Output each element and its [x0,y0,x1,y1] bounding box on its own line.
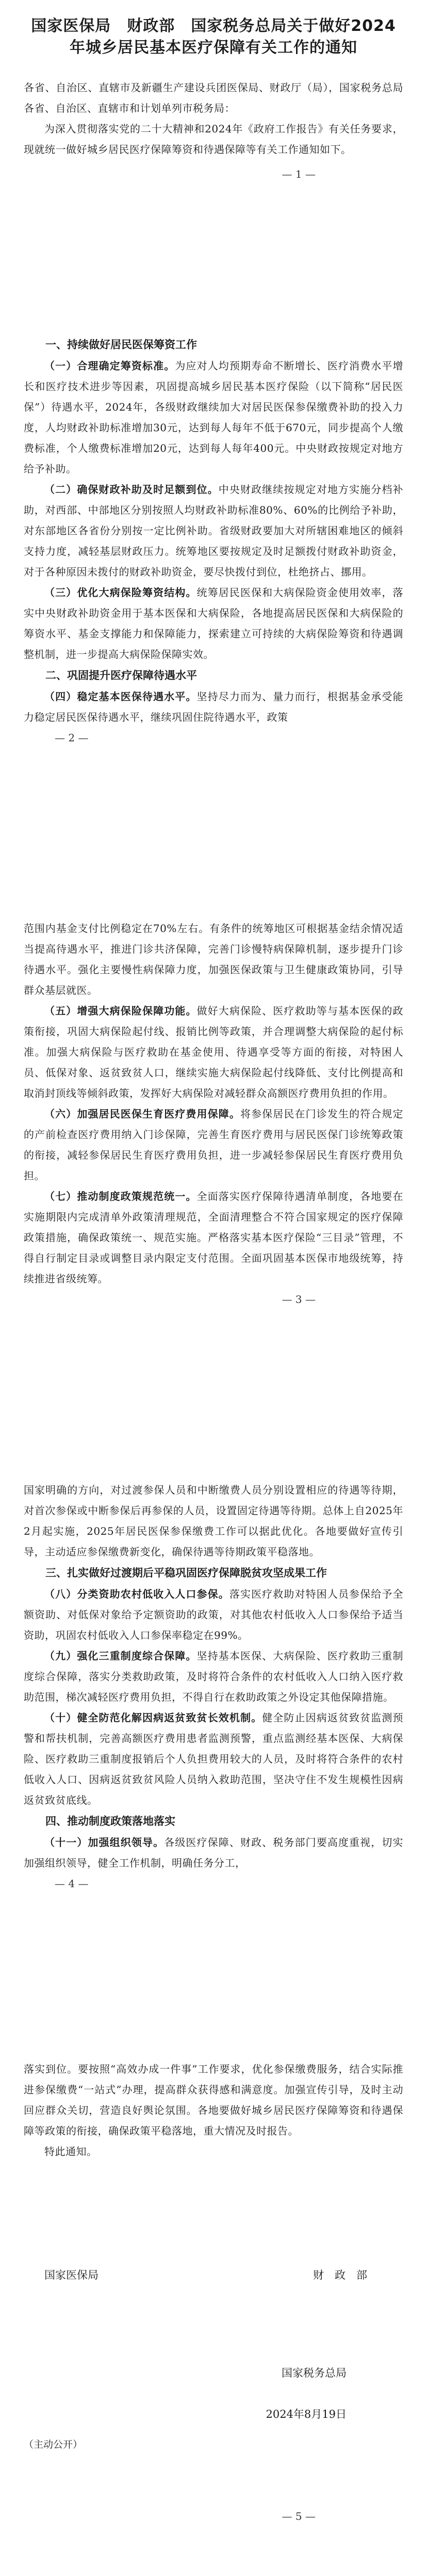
page-number-3: — 3 — [282,1293,316,1306]
para-lead: （三）优化大病保险筹资结构。 [44,586,197,599]
para-lead: （十）健全防范化解因病返贫致贫长效机制。 [44,1711,262,1724]
section-heading-1: 一、持续做好居民医保筹资工作 [45,338,197,351]
para-lead: （九）强化三重制度综合保障。 [44,1650,197,1662]
para-body: 中央财政继续按规定对地方实施分档补助，对西部、中部地区分别按照人均财政补助标准80%、60%的比例给予补助，对东部地区各省份分别按一定比例补助。省级财政要加大对所辖困难地区的倾斜支持力度，减轻基层财政压力。统筹地区要按规定及时足额拨付财政补助资金，对于各种原因未拨付的财政补助资金，要尽快拨付到位，杜绝挤占、挪用。 [24,483,403,578]
document-title: 国家医保局 财政部 国家税务总局关于做好2024年城乡居民基本医疗保障有关工作的通知 [31,17,396,57]
para-lead: （四）稳定基本医保待遇水平。 [44,690,197,703]
page-number-1: — 1 — [282,168,316,180]
public-note: （主动公开） [24,2439,83,2450]
section1-para3 [24,582,403,665]
para-lead: （五）增强大病保险保障功能。 [44,1005,197,1017]
page-number-2: — 2 — [55,732,89,744]
intro-paragraph: 为深入贯彻落实党的二十大精神和2024年《政府工作报告》有关任务要求，现就统一做好城乡居民医疗保障筹资和待遇保障等有关工作通知如下。 [24,123,403,156]
section-heading-3: 三、扎实做好过渡期后平稳巩固医疗保障脱贫攻坚成果工作 [45,1567,327,1579]
section1-para2 [24,479,403,582]
para-body: 落实医疗救助对特困人员参保给予全额资助、对低保对象给予定额资助的政策，对其他农村低收入人口参保给予适当资助，巩固农村低收入人口参保率稳定在99%。 [24,1588,403,1641]
para-body: 坚持尽力而为、量力而行，根据基金承受能力稳定居民医保待遇水平，继续巩固住院待遇水平，政策 [24,690,403,723]
para-body: 做好大病保险、医疗救助等与基本医保的政策衔接，巩固大病保险起付线、报销比例等政策，并合理调整大病保险的起付标准。加强大病保险与医疗救助在基金使用、待遇享受等方面的衔接，对特困人员、低保对象、返贫致贫人口，继续实施大病保险起付线降低、支付比例提高和取消封顶线等倾斜政策，发挥好大病保险对减轻群众高额医疗费用负担的作用。 [24,1005,403,1099]
para-body: 坚持基本医保、大病保险、医疗救助三重制度综合保障，落实分类救助政策，及时将符合条件的农村低收入人口纳入医疗救助范围，梯次减轻医疗费用负担，不得自行在救助政策之外设定其他保障措施。 [24,1650,403,1703]
page-number-5: — 5 — [282,2510,316,2522]
para-lead: （十一）加强组织领导。 [44,1836,165,1849]
para-lead: （六）加强居民医保生育医疗费用保障。 [44,1108,240,1120]
para-body: 为应对人均预期寿命不断增长、医疗消费水平增长和医疗技术进步等因素，巩固提高城乡居民基本医疗保险（以下简称“居民医保”）待遇水平，2024年，各级财政继续加大对居民医保参保缴费补助的投入力度，人均财政补助标准增加30元，达到每人每年不低于670元，同步提高个人缴费标准，个人缴费标准增加20元，达到每人每年400元。中央财政按规定对地方给予补助。 [24,360,403,475]
para-body: 统筹居民医保和大病保险资金使用效率，落实中央财政补助资金用于基本医保和大病保险，各地提高居民医保和大病保险的筹资水平、基金支撑能力和保障能力，探索建立可持续的大病保险筹资和待遇调整机制，进一步提高大病保险保障实效。 [24,586,403,660]
special-notice: 特此通知。 [44,2145,97,2158]
section-heading-2: 二、巩固提升医疗保障待遇水平 [45,669,197,682]
page-number-4: — 4 — [55,1877,89,1890]
para-body: 各级医疗保障、财政、税务部门要高度重视，切实加强组织领导，健全工作机制，明确任务分工， [24,1836,403,1869]
section1-para1 [24,355,403,479]
section2-para5: 国家明确的方向，对过渡参保人员和中断缴费人员分别设置相应的待遇等待期，对首次参保或中断参保后再参保的人员，设置固定待遇等待期。总体上自2025年2月起实施，2025年居民医保参保缴费工作可以据此优化。各地要做好宣传引导，主动适应参保缴费新变化，确保待遇等待期政策平稳落地。 [24,1484,403,1558]
signature-nhsa: 国家医保局 [44,2269,98,2281]
section2-para1 [24,686,403,727]
signature-mof: 财 政 部 [313,2269,367,2281]
section3-para1 [24,1584,403,1646]
signature-row [24,2265,403,2285]
section4-para1 [24,1832,403,1873]
section2-para1-continued: 范围内基金支付比例稳定在70%左右。有条件的统筹地区可根据基金结余情况适当提高待遇水平，推进门诊共济保障，完善门诊慢特病保障机制，逐步提升门诊待遇水平。强化主要慢性病保障力度，加强医保政策与卫生健康政策协同，引导群众基层就医。 [24,922,403,996]
section3-para3 [24,1707,403,1810]
section2-para4 [24,1186,403,1289]
para-body: 健全防止因病返贫致贫监测预警和帮扶机制，完善高额医疗费用患者监测预警，重点监测经基本医保、大病保险、医疗救助三重制度报销后个人负担费用较大的人员，及时将符合条件的农村低收入人口、因病返贫致贫风险人员纳入救助范围，坚决守住不发生规模性因病返贫致贫底线。 [24,1711,403,1806]
addressee: 各省、自治区、直辖市及新疆生产建设兵团医保局、财政厅（局），国家税务总局各省、自治区、直辖市和计划单列市税务局： [24,81,403,114]
issue-date: 2024年8月19日 [266,2408,347,2420]
para-lead: （七）推动制度政策规范统一。 [44,1190,197,1202]
para-lead: （八）分类资助农村低收入人口参保。 [44,1588,229,1600]
para-body: 将参保居民在门诊发生的符合规定的产前检查医疗费用纳入门诊保障，完善生育医疗费用与居民医保门诊统筹政策的衔接，减轻参保居民生育医疗费用负担，进一步减轻参保居民生育医疗费用负担。 [24,1108,403,1182]
section-heading-4: 四、推动制度政策落地落实 [45,1815,175,1827]
para-lead: （一）合理确定筹资标准。 [44,360,175,372]
section2-para2 [24,1001,403,1104]
section2-para3 [24,1104,403,1186]
section3-para2 [24,1646,403,1707]
para-body: 全面落实医疗保障待遇清单制度，各地要在实施期限内完成清单外政策清理规范，全面清理整合不符合国家规定的医疗保障政策措施，确保政策统一、规范实施。严格落实基本医疗保险“三目录”管理，不得自行制定目录或调整目录内限定支付范围。全面巩固基本医保市地级统筹，持续推进省级统筹。 [24,1190,403,1285]
para-lead: （二）确保财政补助及时足额到位。 [44,483,219,496]
signature-sta: 国家税务总局 [282,2367,347,2379]
section4-para1-continued: 落实到位。要按照“高效办成一件事”工作要求，优化参保缴费服务，结合实际推进参保缴费“一站式”办理，提高群众获得感和满意度。加强宣传引导，及时主动回应群众关切，营造良好舆论氛围。各地要做好城乡居民医疗保障筹资和待遇保障等政策的衔接，确保政策平稳落地，重大情况及时报告。 [24,2063,403,2137]
